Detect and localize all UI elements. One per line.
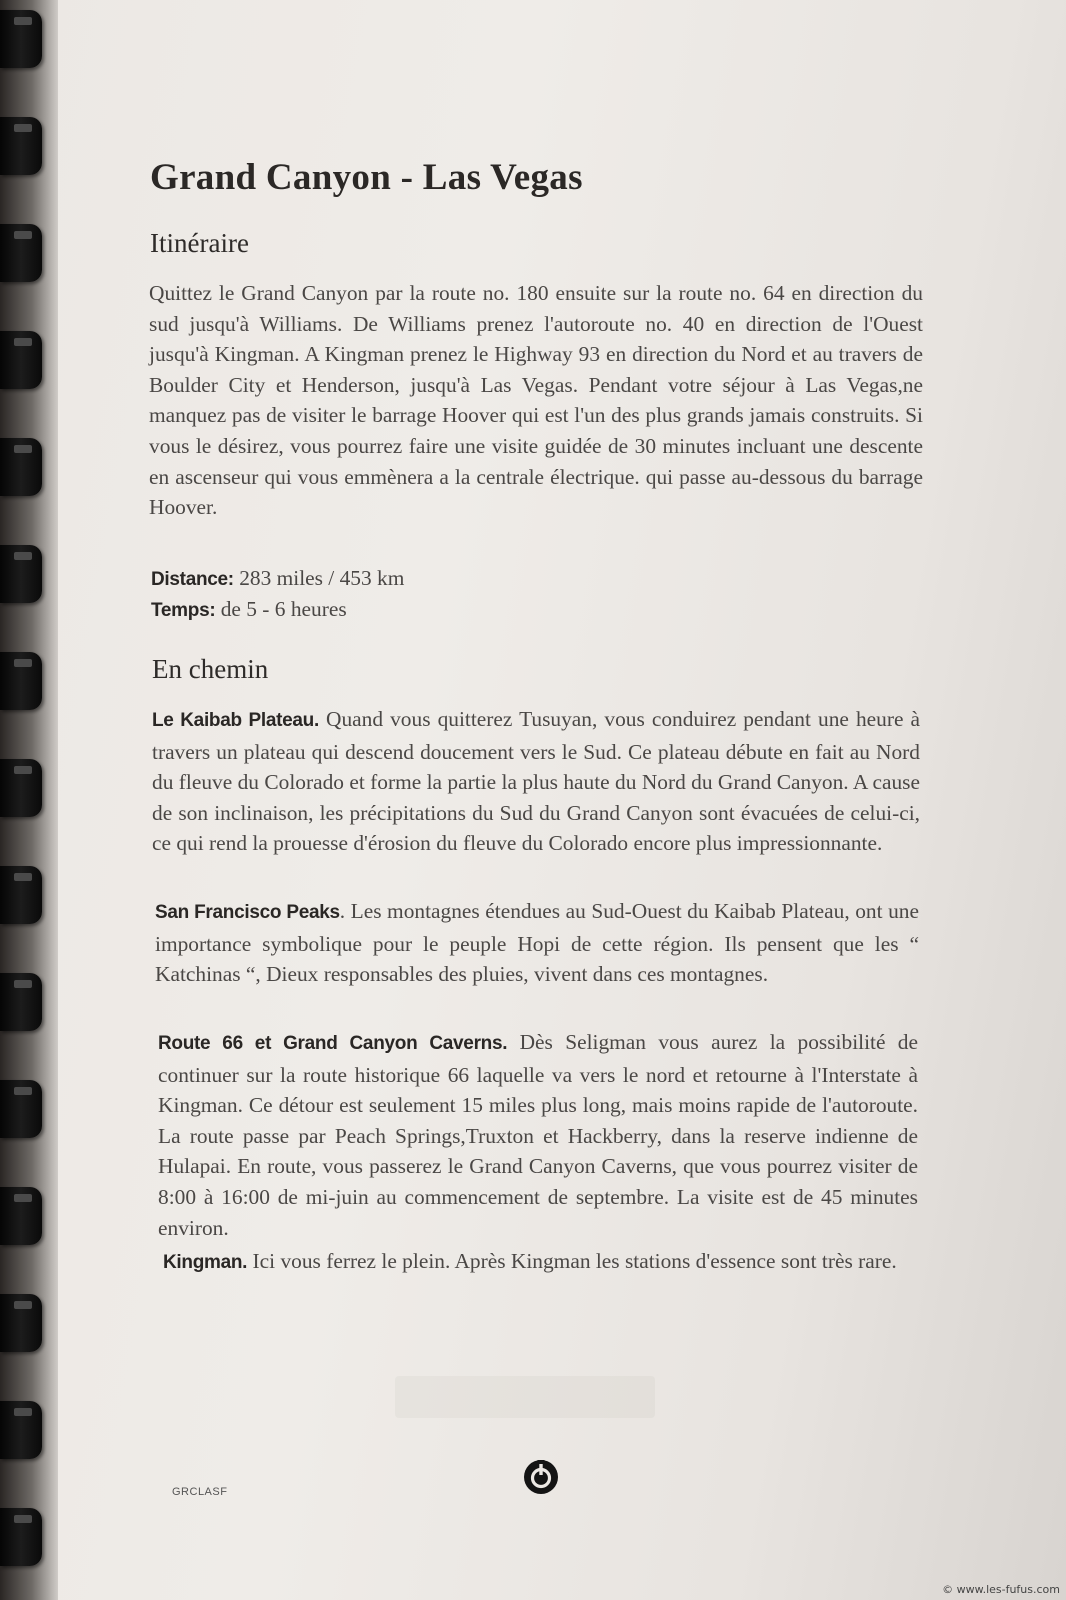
on-the-way-heading: En chemin bbox=[152, 654, 269, 684]
binding-ring bbox=[0, 224, 42, 282]
binding-ring bbox=[0, 973, 42, 1031]
section-san-francisco-peaks bbox=[155, 896, 919, 990]
itinerary-text: Quittez le Grand Canyon par la route no. 180 ensuite sur la route no. 64 en direction du sud jusqu'à Williams. De Williams prenez l'autoroute no. 40 en direction de l'Ouest jusqu'à Kingman. A Kingman prenez le Highway 93 en direction du Nord et au travers de Boulder City et Henderson, jusqu'à Las Vegas. Pendant votre séjour à Las Vegas,ne manquez pas de visiter le barrage Hoover qui est l'un des plus grands jamais construits. Si vous le désirez, vous pourrez faire une visite guidée de 30 minutes incluant une descente en ascenseur qui vous emmènera a la centrale électrique. qui passe au-dessous du barrage Hoover. bbox=[149, 281, 923, 520]
distance-label: Distance: bbox=[151, 569, 234, 590]
itinerary-heading: Itinéraire bbox=[150, 228, 249, 258]
section-text: . Les montagnes étendues au Sud-Ouest du Kaibab Plateau, ont une importance symbolique pour le peuple Hopi de cette région. Ils pensent que les “ Katchinas “, Dieux responsables des pluies, vivent dans ces montagnes. bbox=[155, 899, 919, 987]
section-text: Dès Seligman vous aurez la possibilité de continuer sur la route historique 66 laquelle va vers le nord et retourne à l'Interstate à Kingman. Ce détour est seulement 15 miles plus long, mais moins rapide de l'autoroute. La route passe par Peach Springs,Truxton et Hackberry, dans la reserve indienne de Hulapai. En route, vous passerez le Grand Canyon Caverns, que vous pourrez visiter de 8:00 à 16:00 de mi-juin au commencement de septembre. La visite est de 45 minutes environ. bbox=[158, 1030, 918, 1240]
time-label: Temps: bbox=[151, 600, 216, 621]
binding-ring bbox=[0, 866, 42, 924]
section-route-66 bbox=[158, 1027, 918, 1243]
binding-ring bbox=[0, 1508, 42, 1566]
binding-ring bbox=[0, 331, 42, 389]
power-drop-icon bbox=[521, 1456, 561, 1496]
binding-ring bbox=[0, 10, 42, 68]
binding-ring bbox=[0, 652, 42, 710]
binding-ring bbox=[0, 1294, 42, 1352]
binding-ring bbox=[0, 1401, 42, 1459]
section-kingman bbox=[163, 1246, 915, 1279]
page-title: Grand Canyon - Las Vegas bbox=[150, 157, 583, 198]
section-text: Quand vous quitterez Tusuyan, vous conduirez pendant une heure à travers un plateau qui descend doucement vers le Sud. Ce plateau débute en fait au Nord du fleuve du Colorado et forme la partie la plus haute du Nord du Grand Canyon. A cause de son inclinaison, les précipitations du Sud du Grand Canyon sont évacuées de celui-ci, ce qui rend la prouesse d'érosion du fleuve du Colorado encore plus impressionnante. bbox=[152, 707, 920, 856]
section-kaibab-plateau bbox=[152, 704, 920, 859]
binding-ring bbox=[0, 1187, 42, 1245]
binding-ring bbox=[0, 545, 42, 603]
watermark: © www.les-fufus.com bbox=[942, 1583, 1060, 1596]
distance-line bbox=[151, 566, 404, 591]
bleed-through-text bbox=[395, 1376, 655, 1418]
time-line bbox=[151, 597, 347, 622]
distance-value: 283 miles / 453 km bbox=[239, 566, 405, 590]
time-value: de 5 - 6 heures bbox=[220, 597, 347, 621]
section-label: San Francisco Peaks bbox=[155, 902, 340, 923]
binding-ring bbox=[0, 117, 42, 175]
binding-ring bbox=[0, 1080, 42, 1138]
section-label: Le Kaibab Plateau. bbox=[152, 710, 319, 731]
binding-ring bbox=[0, 759, 42, 817]
page-code: GRCLASF bbox=[172, 1486, 228, 1498]
binding-ring bbox=[0, 438, 42, 496]
section-text: Ici vous ferrez le plein. Après Kingman les stations d'essence sont très rare. bbox=[252, 1249, 897, 1273]
section-label: Kingman. bbox=[163, 1252, 248, 1273]
section-label: Route 66 et Grand Canyon Caverns. bbox=[158, 1033, 508, 1054]
